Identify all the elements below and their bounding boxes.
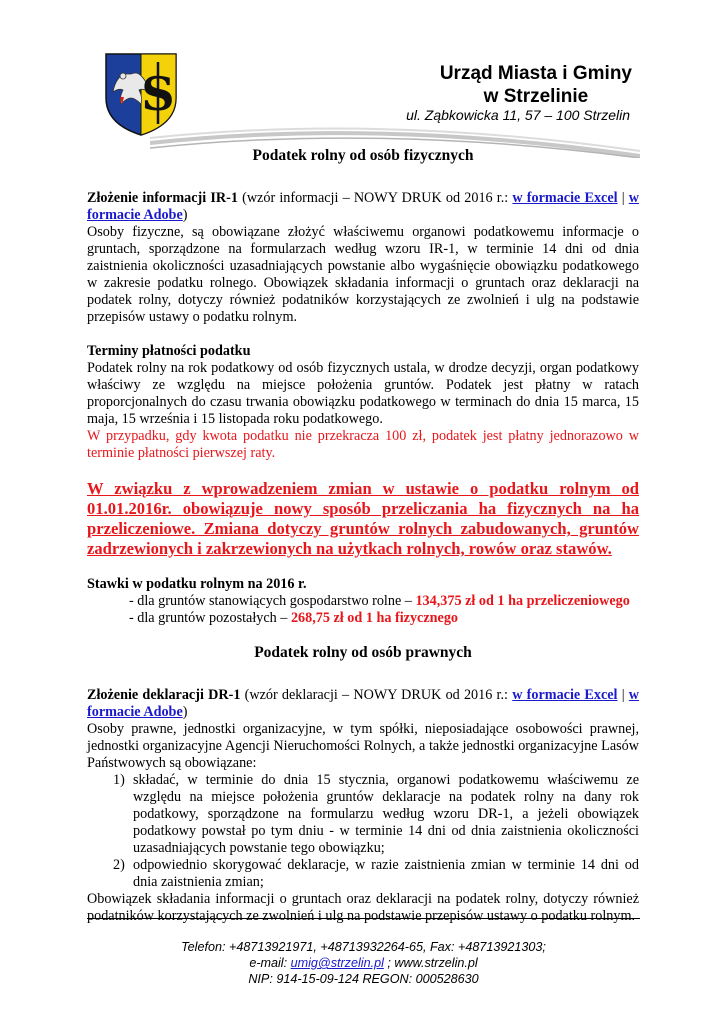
change-notice: W związku z wprowadzeniem zmian w ustawie o podatku rolnym od 01.01.2016r. obowiązuje nowy sposób przeliczania ha fizycznych na ha przeliczeniowe. Zmiana dotyczy gruntów rolnych zabudowanych, gruntów zadrzewionych i zakrzewionych na użytkach rolnych, rowów oraz stawów.	[87, 479, 639, 558]
list-item: 1) składać, w terminie do dnia 15 stycznia, organowi podatkowemu właściwemu ze względu na miejsce położenia gruntów deklaracje na podatek rolny na dany rok podatkowy, sporządzone na formularzu według wzoru DR-1, a jeżeli obowiązek podatkowy powstał po tym dniu - w terminie 14 dni od dnia zaistnienia okoliczności uzasadniających powstanie tego obowiązku;	[113, 772, 639, 856]
website: ; www.strzelin.pl	[383, 956, 478, 970]
footer-contact: e-mail: umig@strzelin.pl ; www.strzelin.pl	[249, 956, 478, 970]
ir1-adobe-link[interactable]: w formacie Adobe	[87, 190, 639, 223]
office-name	[440, 62, 632, 108]
payment-terms-title: Terminy płatności podatku	[87, 343, 251, 359]
dr1-heading: Złożenie deklaracji DR-1 (wzór deklaracji – NOWY DRUK od 2016 r.: w formacie Excel | w formacie Adobe)	[87, 687, 640, 720]
dr1-excel-link[interactable]: w formacie Excel	[512, 687, 618, 703]
payment-terms-note: W przypadku, gdy kwota podatku nie przekracza 100 zł, podatek jest płatny jednorazowo w terminie płatności pierwszej raty.	[87, 428, 639, 461]
footer	[87, 939, 640, 987]
rate-item: - dla gruntów stanowiących gospodarstwo rolne – 134,375 zł od 1 ha przeliczeniowego	[129, 593, 630, 609]
footer-divider	[87, 918, 640, 919]
dr1-intro: Osoby prawne, jednostki organizacyjne, w tym spółki, nieposiadające osobowości prawnej, jednostki organizacyjne Agencji Nieruchomości Rolnych, a także jednostki organizacyjne Lasów Państwowych są obowiązane:	[87, 721, 639, 771]
office-name-line1: Urząd Miasta i Gminy	[439, 63, 632, 84]
dr1-adobe-link[interactable]: w formacie Adobe	[87, 687, 640, 720]
section1-title: Podatek rolny od osób fizycznych	[252, 147, 474, 164]
rate-value: 134,375 zł od 1 ha przeliczeniowego	[415, 593, 630, 609]
footer-phones: Telefon: +48713921971, +48713932264-65, Fax: +48713921303;	[181, 940, 546, 954]
office-name-line2: w Strzelinie	[483, 86, 589, 107]
ir1-description: Osoby fizyczne, są obowiązane złożyć właściwemu organowi podatkowemu informacje o gruntach, sporządzone na formularzach według wzoru IR-1, w terminie 14 dni od dnia zaistnienia okoliczności uzasadniających powstanie albo wygaśnięcie obowiązku podatkowego w zakresie podatku rolnego. Obowiązek składania informacji o gruntach oraz deklaracji na podatek rolny, dotyczy również podatników korzystających ze zwolnień i ulg na podstawie przepisów ustawy o podatku rolnym.	[87, 224, 639, 325]
rate-item: - dla gruntów pozostałych – 268,75 zł od 1 ha fizycznego	[129, 610, 459, 626]
obligations-list	[87, 772, 639, 891]
svg-text:S: S	[141, 67, 175, 121]
rates-title: Stawki w podatku rolnym na 2016 r.	[87, 576, 307, 592]
ir1-heading: Złożenie informacji IR-1 (wzór informacji – NOWY DRUK od 2016 r.: w formacie Excel | w formacie Adobe)	[87, 190, 639, 223]
rate-value: 268,75 zł od 1 ha fizycznego	[290, 610, 459, 626]
payment-terms-text: Podatek rolny na rok podatkowy od osób fizycznych ustala, w drodze decyzji, organ podatkowy właściwy ze względu na miejsce położenia gruntów. Podatek jest płatny w ratach proporcjonalnych do czasu trwania obowiązku podatkowego w terminach do dnia 15 marca, 15 maja, 15 września i 15 listopada roku podatkowego.	[87, 360, 639, 427]
office-address: ul. Ząbkowicka 11, 57 – 100 Strzelin	[406, 107, 630, 123]
ir1-label: Złożenie informacji IR-1	[87, 190, 238, 206]
section2-title: Podatek rolny od osób prawnych	[254, 644, 472, 661]
dr1-closing: Obowiązek składania informacji o gruntach oraz deklaracji na podatek rolny, dotyczy również podatników korzystających ze zwolnień i ulg na podstawie przepisów ustawy o podatku rolnym.	[87, 891, 639, 924]
dr1-label: Złożenie deklaracji DR-1	[87, 687, 241, 703]
email-link[interactable]: umig@strzelin.pl	[290, 956, 384, 970]
main-content	[87, 140, 639, 925]
footer-ids: NIP: 914-15-09-124 REGON: 000528630	[248, 972, 479, 986]
ir1-excel-link[interactable]: w formacie Excel	[512, 190, 618, 206]
list-item: 2) odpowiednio skorygować deklaracje, w razie zaistnienia zmian w terminie 14 dni od dnia zaistnienia zmian;	[113, 857, 639, 890]
